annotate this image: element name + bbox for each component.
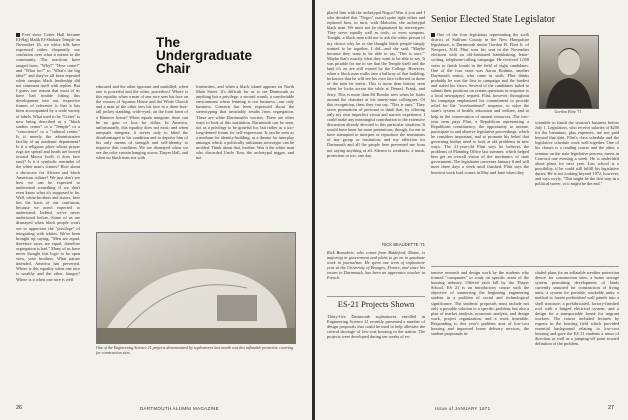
right-col-2: [431, 32, 529, 262]
right-page-number: 27: [608, 405, 615, 411]
es-col-1: [327, 314, 425, 399]
left-footer: DARTMOUTH ALUMNI MAGAZINE: [140, 406, 219, 411]
right-col-3-text: scramble to finish the session's business before July 1. Legislators, who receive salaries of $200 for the biennium, plus expenses, are not paid beyond that date. Flint's class schedule and the legislative schedule work well together. One of his classes is a reading course and the other, a seminar on the state legislative process, meets in Concord one evening a week. He is undecided about plans for next year. Law school is a possibility, if he could still fulfill his legislative duties. He is not looking beyond 1972, however, and says wryly, "This might be the first step in a political career, or it might be the end.": [535, 120, 619, 187]
right-footer: Issue of JANUARY 1971: [435, 406, 491, 411]
right-col-2-lower-text: tensive research and design work by the students who formed "companies" to work on specific areas of the housing industry. Offered each fall by the Thayer School, ES 21 is an introductory course with the objective of immersing the beginning engineering student in a problem of social and technological significance. The students' proposals must include not only a possible solution to a specific problem, but also a plan of market analysis, economic analysis, and design work, project organization, and a work timetable. Responding to this year's problem area of low-cost housing and improved home delivery services, the student propounds in-: [431, 270, 529, 337]
es-col-1-text: Thirty-five Dartmouth sophomores enrolled in Engineering Science 21 recently presented a number of design proposals that could be used to help alleviate the critical shortage of low-cost housing in the nation. The projects were developed during ten weeks of ex-: [327, 314, 425, 340]
right-col-3: [535, 120, 619, 262]
title-line-2: Undergraduate: [156, 48, 253, 63]
byline: [327, 242, 425, 248]
right-col-2-lower: [431, 270, 529, 399]
right-col-1: [327, 10, 425, 240]
left-page: [0, 0, 312, 420]
lower-divider: [431, 266, 619, 267]
left-col-2: [96, 84, 188, 230]
right-page: [315, 0, 628, 420]
es-section-title: ES-21 Projects Shown: [337, 299, 415, 309]
photo-illustration: [97, 233, 295, 343]
author-bio: [327, 250, 425, 292]
right-col-1-text: placed him with the archetypal Negro? Was it you and I who decided that "Negro" wasn't quite right either and replaced him, in turn, with Malcolm, the archetypal black man. We must not be stigmatized by stereotypes. They serve equally well as tools, or even weapons. Tonight, a black man told me to ask the white person of my choice why he or she thought black people simply wanted to be together. I did—and she said, "Maybe because they want to be able to say, 'This is ours.'" Maybe that's exactly what they want to be able to say. It was pitiable for me to see that the Temple itself and the land it's on are still owned by the College. However, when a black man walks into a hallway of that building, he knows that he will see his own face reflected in those of the men he meets. This is more than history seen when he looks across the table at Denzel, Frank, and Jerry. This is more than Ed Brooke sees when he looks around the chamber at his ninety-nine colleagues. Of this recognition, then, they can say, "This is ours." They serve promotions of personal to think that, by offering only my own imperfect vision and narrow experience, I could make any meaningful contribution to the extensive discussion already devoted to this particular situation. It would have been far more pretentious, though, for me to have attempted to interpret or reproduce the sentiments of any group or institution; and my affection for Dartmouth and all the people here prevented me from not saying anything at all. Silence is weakness, a mask, protection or too, one day.: [327, 10, 425, 158]
author-bio-text: Rick Beaudette, who comes from Biddeford, Maine, is majoring in government and plans to go on to graduate work in journalism. He spent one term of sophomore year at the University of Bourges, France, and since his return to Dartmouth, has been an apprentice teacher in French.: [327, 250, 425, 281]
right-col-3-lower-text: cluded plans for an inflatable weather protection device for construction sites; a home sewage system permitting development of lands currently unsuited for construction of living units; a system for portable, stackable units; a method to fasten prefinished wall panels into a shell structure; a prefabricated, factory-finished roof with a hinged electrical system; and a design for a transportable house for migrant workers. The course included lectures by experts in the housing field which provided essential background relating to low-cost housing and gave the ES 21 students a sense of direction as well as a jumping-off point toward definition of the problem.: [535, 270, 619, 347]
inflatable-covering-photo: [96, 232, 296, 344]
left-col-3-text: fraternities, and when a black island appears on North Main Street. It's difficult for us to see Dartmouth as anything but a privilege, a second womb, a comfortable environment where learning is our business—our only business. Concern has been expressed about the stereotyping that invariably results from segregation. These are white Dartmouth's worries. There are other ways to look at this institution. Dartmouth can be seen, not as a privilege to be grateful for, but rather as a too-long-denied forum for self-expression. It can be seen as a medium for identity-building, as a theatre for interplay amongst which a politically utilitarian stereotype can be molded. Think about that, brother. Was it the white man who discarded Uncle Tom, the archetypal nigger, and not: [196, 84, 294, 161]
left-col-1: [16, 32, 80, 397]
left-col-2-text: educated and the other ignorant and unskilled; when one is powerful and the other, powerless? Where is this equality when a man of one race sees his face on the crosses of Aquinas House and the White Church and a man of the other sees his face in a three-foot-tall jockey standing, wide-eyed, on the front lawn of a Hanover home? When equals integrate, there can be no gain or loss for either. In America, unfortunately, this equality does not exist; and when unequals integrate, it serves only to blind the disadvantaged to his condition and to deprive him of his only means of strength and self-identity to improve that condition. We are dismayed when we see the color curtain hanging across Thayer Hall, and when no black man sits with: [96, 84, 188, 161]
portrait-illustration: [540, 36, 598, 108]
photo-caption-text: One of the Engineering Science 21 projects demonstrated by sophomores last month was this inflatable protective covering for construction sites.: [96, 346, 294, 355]
byline-text: RICK BEAUDETTE '71: [382, 242, 425, 247]
article-title: [156, 35, 253, 76]
left-col-3: [196, 84, 294, 230]
section-divider: [327, 296, 425, 297]
title-line-1: The: [156, 35, 181, 50]
photo-caption: [96, 346, 294, 360]
es-title-block: [327, 299, 425, 311]
legislator-title: Senior Elected State Legislator: [431, 14, 556, 25]
portrait-caption: [539, 110, 597, 116]
gordon-flint-portrait: [539, 35, 599, 109]
left-page-number: 26: [16, 405, 23, 411]
title-line-3: Chair: [156, 61, 191, 76]
right-col-2-text: One of the four legislators representing the sixth district of Sullivan County in the New Hampshire legislature, is Dartmouth senior Gordon B. Flint Jr. of Newport, N.H. Flint won his seat in the November elections with an old-fashioned handshaking, letter-writing, telephone-calling campaign. He received 1,058 votes to finish fourth in the field of eight candidates. One of the four seats was Aaron Bodnitz, another Dartmouth senior, who came in sixth. Flint thinks probably he was the first to campaign and the hardest and stated his views. Several of the candidates failed to submit their positions on certain questions in response to a local newspapers' request. Flint, however, throughout his campaign emphasized his commitment to provide relief for the "overburdened" taxpayer, to solve the state's system of health, education and welfare, and to help in the conservation of natural resources. The two-year term pays Flint, a Republican representing a Republican constituency, the opportunity to initiate, participate in and observe legislative proceedings, which he considers important, and to promote his belief that governing bodies need to look at old problems in new ways. The 21-year-old Flint says he believes the problems of Planning Office last summer, which helped him get an overall vision of the mechanics of state government. The legislature convenes January 6 and will meet three days a week until finished. Flint says the heaviest work load comes in May and June when they: [431, 32, 529, 175]
right-col-3-lower: [535, 270, 619, 399]
portrait-caption-text: Gordon Flint '71: [554, 110, 582, 114]
left-col-1-text: Ever since Cotter Hall became El-Hajj Malik El-Shabazz Temple on November 16, we white folk have expressed rather eloquently our confusion over what it means to the community. The reactions have ranged from, "Why?" "How come?" and "What for?" to "What's the big idea?" and they've all been repeated when campus black leadership did not comment itself with replies. But I guess one reason that most of us have had trouble fitting this development into our respective frames of reference is that it has been accompanied by a wide variety of labels. What used to be "Cotter" is now being described as a "black studies center" or a "Temple" or a "conscience" or a "cultural center." Is it merely the administrative facility of an academic department? Is it a religious place whose prayer rugs are spread and heads are bowed toward Mecca (well, it does face east)? Is it a symbolic reminder of the white man's crimes? How about a showcase for African and black American culture? We just don't see how we can be expected to understand something if we don't even know what it's supposed to be. Well, white brothers and sisters, here lies the basis of our confusion, because we aren't expected to understand. Indeed, we've never understood before. Some of us are dismayed when black people won't see to appreciate the "privilege" of integrating with whites. We've been brought up saying, "Men are equal, therefore races are equal, therefore segregation is bad." Many of us have never thought this logic to be open view, your brothers. What nature intended, America has perverted. Where is this equality when one race is wealthy and the other, hungry? Where is it when one race is well: [16, 32, 80, 282]
